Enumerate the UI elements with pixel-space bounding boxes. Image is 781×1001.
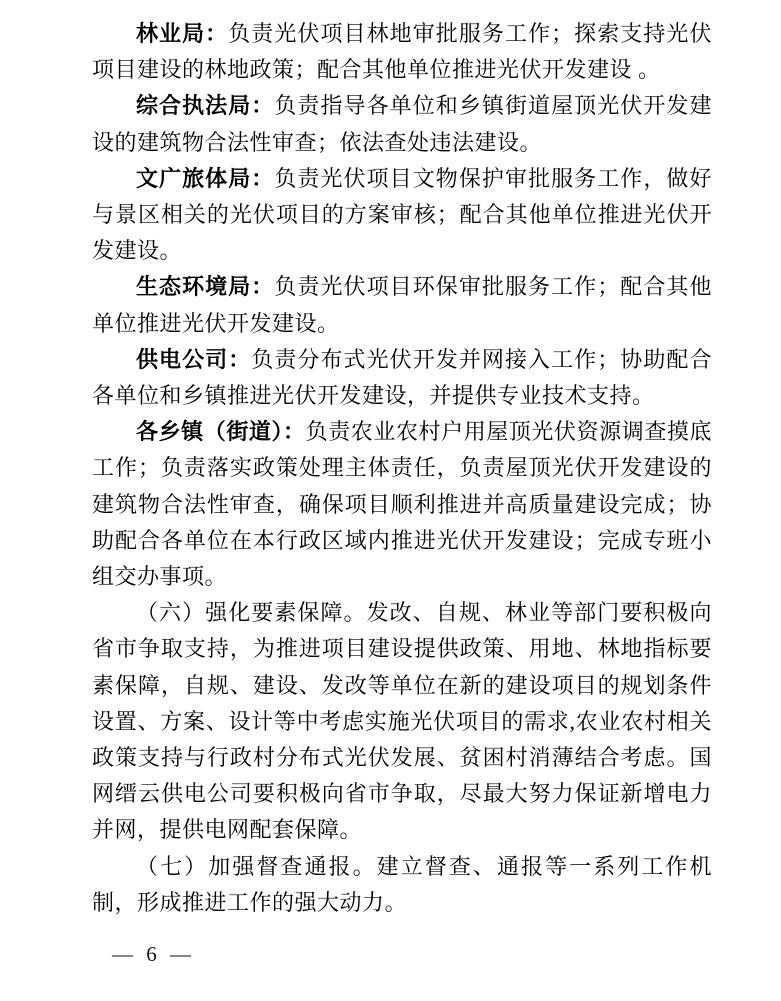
document-body	[92, 16, 712, 921]
paragraph-lead: 生态环境局：	[136, 274, 275, 300]
paragraph-body: 负责光伏项目林地审批服务工作；探索支持光伏项目建设的林地政策；配合其他单位推进光伏开发建设 。	[92, 21, 712, 83]
paragraph-body: 负责指导各单位和乡镇街道屋顶光伏开发建设的建筑物合法性审查；依法查处违法建设。	[92, 93, 712, 155]
paragraph	[92, 414, 712, 595]
paragraph	[92, 16, 712, 88]
paragraph	[92, 161, 712, 270]
paragraph-lead: 供电公司：	[136, 346, 252, 372]
paragraph-body: （六）强化要素保障。发改、自规、林业等部门要积极向省市争取支持，为推进项目建设提供政策、用地、林地指标要素保障，自规、建设、发改等单位在新的建设项目的规划条件设置、方案、设计等中考虑实施光伏项目的需求,农业农村相关政策支持与行政村分布式光伏发展、贫困村消薄结合考虑。国网缙云供电公司要积极向省市争取，尽最大努力保证新增电力并网，提供电网配套保障。	[92, 600, 712, 843]
paragraph-body: 负责分布式光伏开发并网接入工作；协助配合各单位和乡镇推进光伏开发建设，并提供专业技术支持。	[92, 346, 712, 409]
paragraph	[92, 595, 712, 848]
paragraph	[92, 342, 712, 414]
paragraph-lead: 综合执法局：	[136, 93, 275, 119]
paragraph-body: 负责光伏项目文物保护审批服务工作，做好与景区相关的光伏项目的方案审核；配合其他单位推进光伏开发建设。	[92, 165, 712, 264]
paragraph	[92, 88, 712, 160]
paragraph	[92, 269, 712, 341]
paragraph-body: （七）加强督查通报。建立督查、通报等一系列工作机制，形成推进工作的强大动力。	[92, 853, 712, 915]
paragraph	[92, 849, 712, 921]
paragraph-lead: 各乡镇（街道）：	[136, 419, 306, 445]
paragraph-lead: 林业局：	[136, 21, 229, 46]
page-number: — 6 —	[112, 942, 195, 966]
paragraph-lead: 文广旅体局：	[136, 165, 275, 191]
paragraph-body: 负责光伏项目环保审批服务工作；配合其他单位推进光伏开发建设。	[92, 274, 712, 336]
paragraph-body: 负责农业农村户用屋顶光伏资源调查摸底工作；负责落实政策处理主体责任，负责屋顶光伏开发建设的建筑物合法性审查，确保项目顺利推进并高质量建设完成；协助配合各单位在本行政区域内推进光伏开发建设；完成专班小组交办事项。	[92, 419, 712, 590]
